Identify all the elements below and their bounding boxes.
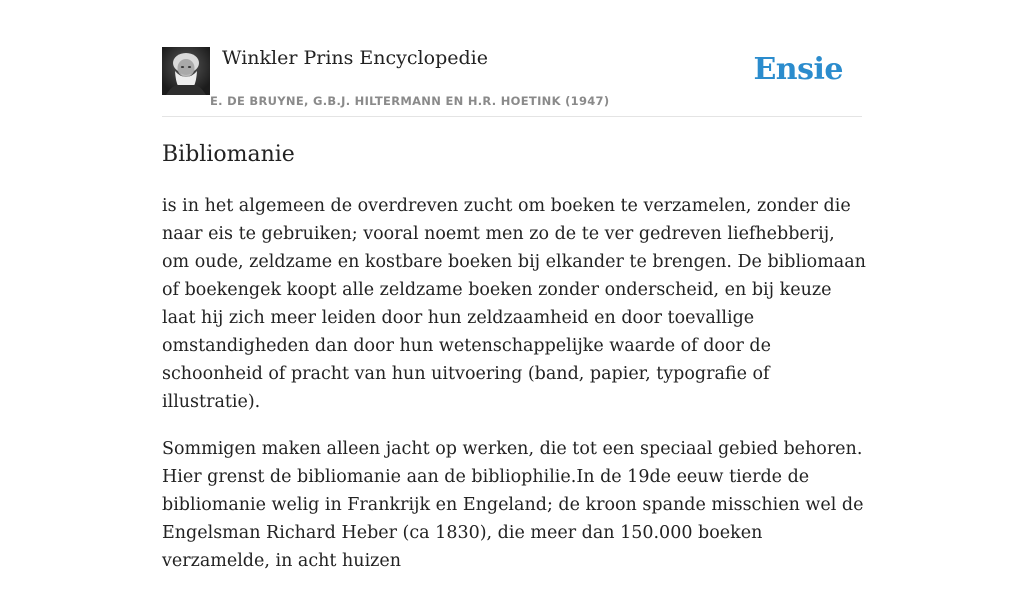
article-title: Bibliomanie: [162, 142, 295, 167]
publication-title[interactable]: Winkler Prins Encyclopedie: [222, 47, 488, 69]
publication-header: [162, 46, 862, 117]
article-paragraph: Sommigen maken alleen jacht op werken, die tot een speciaal gebied behoren. Hier grenst de bibliomanie aan de bibliophilie.In de 19de eeuw tierde de bibliomanie welig in Frankrijk en Engeland; de kroon spande misschien wel de Engelsman Richard Heber (ca 1830), die meer dan 150.000 boeken verzamelde, in acht huizen: [162, 439, 864, 571]
article-body: [162, 192, 867, 594]
article-paragraph: is in het algemeen de overdreven zucht om boeken te verzamelen, zonder die naar eis te gebruiken; vooral noemt men zo de te ver gedreven liefhebberij, om oude, zeldzame en kostbare boeken bij elkander te brengen. De bibliomaan of boekengek koopt alle zeldzame boeken zonder onderscheid, en bij keuze laat hij zich meer leiden door hun zeldzaamheid en door toevallige omstandigheden dan door hun wetenschappelijke waarde of door de schoonheid of pracht van hun uitvoering (band, papier, typografie of illustratie).: [162, 196, 866, 412]
author-portrait-icon[interactable]: [162, 47, 210, 95]
ensie-logo-link[interactable]: Ensie: [753, 52, 843, 87]
publication-authors: E. DE BRUYNE, G.B.J. HILTERMANN EN H.R. HOETINK (1947): [210, 94, 610, 108]
